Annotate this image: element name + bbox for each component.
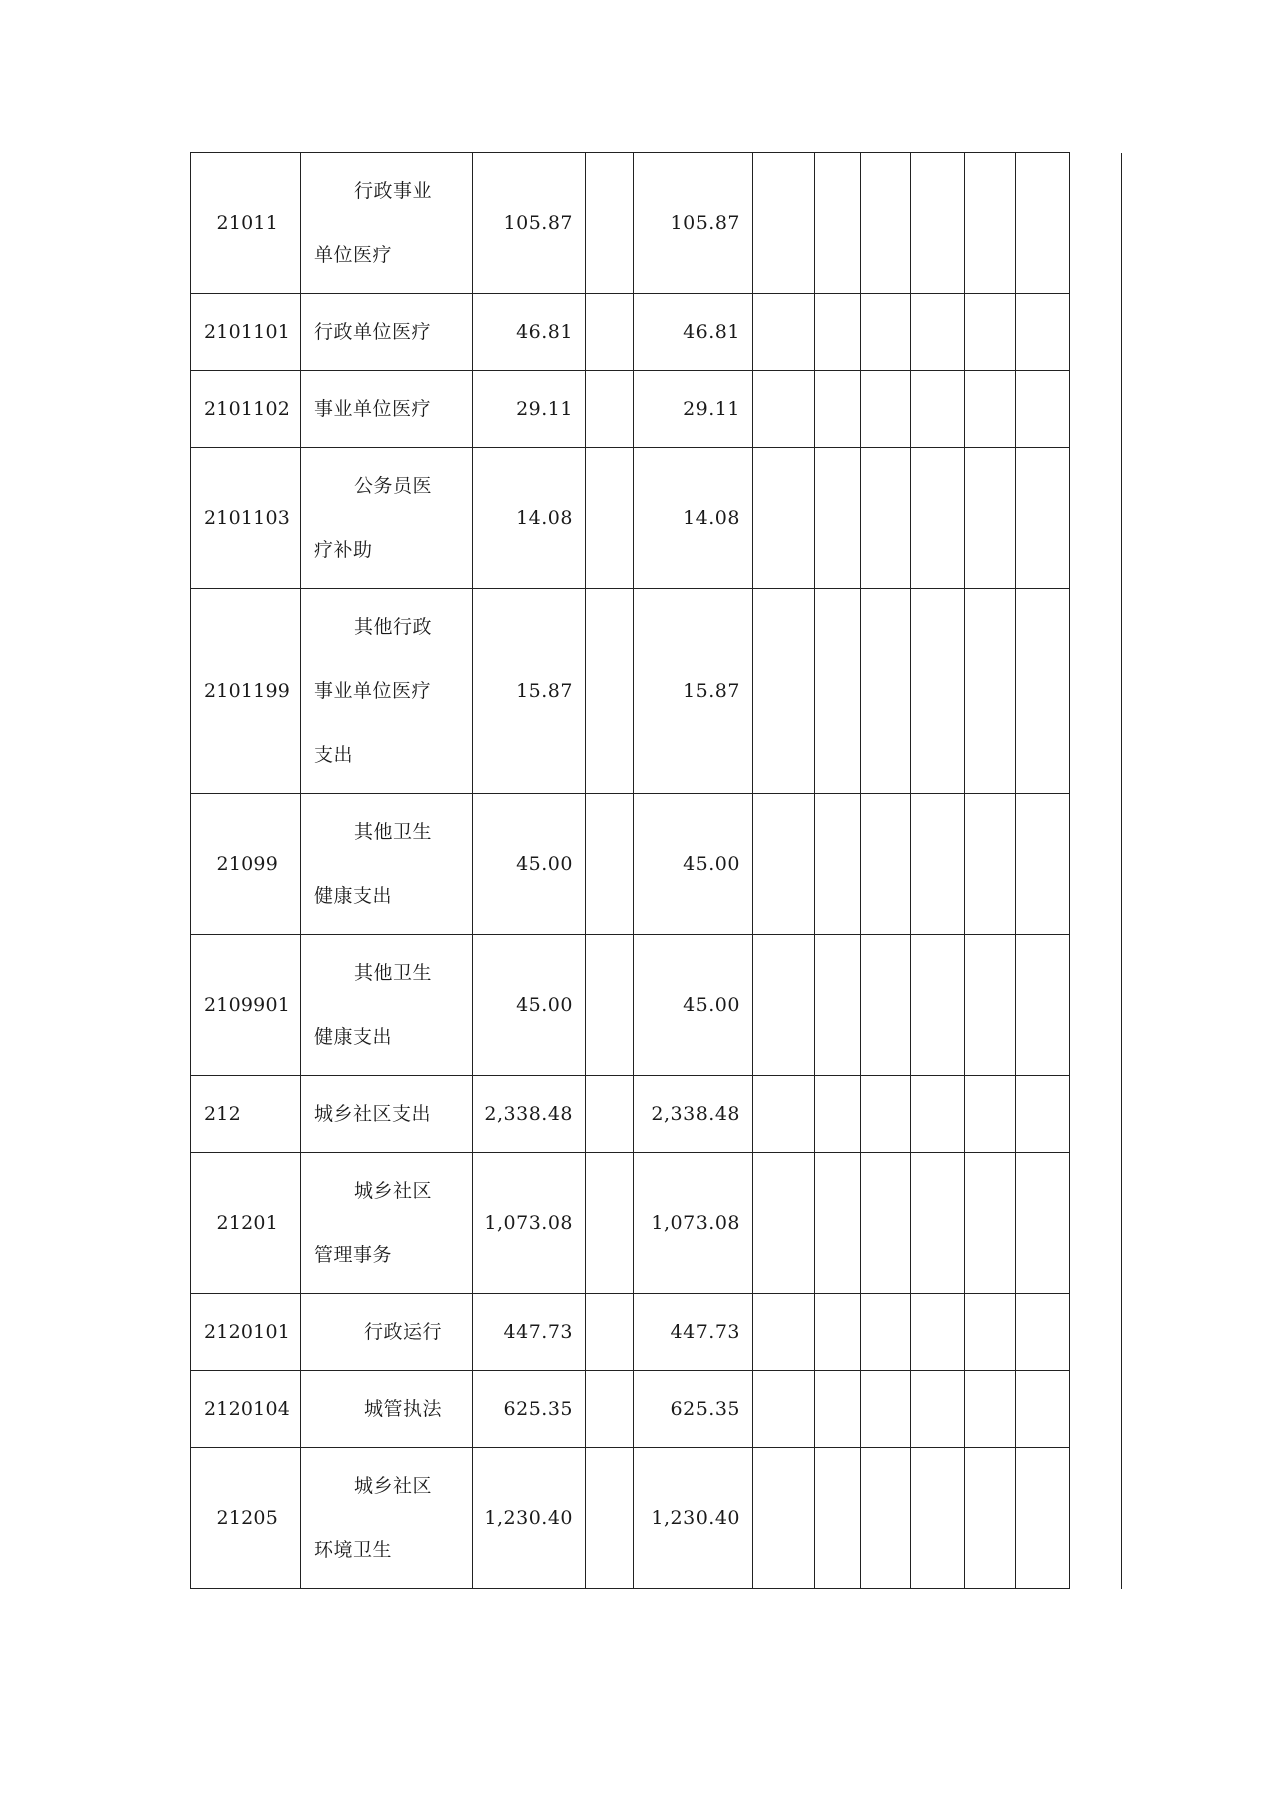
subject-code-cell: 212 xyxy=(191,1076,301,1153)
empty-cell xyxy=(753,935,815,1076)
subject-name-cell: 其他卫生健康支出 xyxy=(301,794,473,935)
empty-cell xyxy=(1016,1076,1070,1153)
empty-cell xyxy=(753,371,815,448)
basic-expense-cell: 45.00 xyxy=(634,935,753,1076)
table-row xyxy=(191,1371,1122,1448)
empty-cell xyxy=(861,294,911,371)
table-row xyxy=(191,448,1122,589)
table-row xyxy=(191,294,1122,371)
empty-cell xyxy=(911,448,965,589)
empty-cell xyxy=(1016,1448,1070,1589)
empty-cell xyxy=(965,153,1016,294)
empty-cell xyxy=(753,448,815,589)
empty-cell xyxy=(815,294,861,371)
subject-code-cell: 2101102 xyxy=(191,371,301,448)
empty-cell xyxy=(965,371,1016,448)
subject-name-cell: 行政运行 xyxy=(301,1294,473,1371)
empty-cell xyxy=(861,1153,911,1294)
empty-cell xyxy=(965,448,1016,589)
empty-cell xyxy=(861,794,911,935)
empty-cell xyxy=(586,589,634,794)
empty-cell xyxy=(753,1294,815,1371)
subject-name-cell: 行政事业单位医疗 xyxy=(301,153,473,294)
empty-cell xyxy=(753,589,815,794)
empty-cell xyxy=(911,371,965,448)
empty-cell xyxy=(815,1371,861,1448)
empty-cell xyxy=(1016,589,1070,794)
total-amount-cell: 1,230.40 xyxy=(473,1448,586,1589)
subject-code-cell: 2101101 xyxy=(191,294,301,371)
basic-expense-cell: 14.08 xyxy=(634,448,753,589)
empty-cell xyxy=(586,1448,634,1589)
basic-expense-cell: 625.35 xyxy=(634,1371,753,1448)
subject-code-cell: 21205 xyxy=(191,1448,301,1589)
empty-cell xyxy=(911,794,965,935)
table-body xyxy=(191,153,1122,1589)
empty-cell xyxy=(1070,1076,1122,1153)
empty-cell xyxy=(911,1448,965,1589)
empty-cell xyxy=(1070,371,1122,448)
empty-cell xyxy=(586,371,634,448)
empty-cell xyxy=(1070,935,1122,1076)
empty-cell xyxy=(1016,448,1070,589)
empty-cell xyxy=(1070,794,1122,935)
empty-cell xyxy=(586,1371,634,1448)
empty-cell xyxy=(815,153,861,294)
table-row xyxy=(191,1294,1122,1371)
empty-cell xyxy=(1016,371,1070,448)
empty-cell xyxy=(911,1294,965,1371)
empty-cell xyxy=(1070,1153,1122,1294)
subject-name-cell: 行政单位医疗 xyxy=(301,294,473,371)
basic-expense-cell: 105.87 xyxy=(634,153,753,294)
empty-cell xyxy=(586,448,634,589)
total-amount-cell: 45.00 xyxy=(473,935,586,1076)
table-row xyxy=(191,794,1122,935)
empty-cell xyxy=(1070,589,1122,794)
table-row xyxy=(191,1448,1122,1589)
empty-cell xyxy=(1016,1371,1070,1448)
subject-name-cell: 事业单位医疗 xyxy=(301,371,473,448)
empty-cell xyxy=(911,589,965,794)
empty-cell xyxy=(815,1076,861,1153)
subject-code-cell: 2101103 xyxy=(191,448,301,589)
empty-cell xyxy=(1070,448,1122,589)
total-amount-cell: 105.87 xyxy=(473,153,586,294)
empty-cell xyxy=(1070,1448,1122,1589)
empty-cell xyxy=(965,1153,1016,1294)
empty-cell xyxy=(965,589,1016,794)
subject-name-cell: 城乡社区支出 xyxy=(301,1076,473,1153)
empty-cell xyxy=(1016,1294,1070,1371)
empty-cell xyxy=(965,935,1016,1076)
empty-cell xyxy=(965,294,1016,371)
empty-cell xyxy=(586,794,634,935)
empty-cell xyxy=(586,1153,634,1294)
empty-cell xyxy=(911,1153,965,1294)
total-amount-cell: 15.87 xyxy=(473,589,586,794)
total-amount-cell: 29.11 xyxy=(473,371,586,448)
total-amount-cell: 447.73 xyxy=(473,1294,586,1371)
empty-cell xyxy=(753,1076,815,1153)
basic-expense-cell: 1,230.40 xyxy=(634,1448,753,1589)
empty-cell xyxy=(1070,1371,1122,1448)
empty-cell xyxy=(861,935,911,1076)
budget-table-page xyxy=(190,152,1122,1589)
subject-code-cell: 2109901 xyxy=(191,935,301,1076)
empty-cell xyxy=(586,1294,634,1371)
empty-cell xyxy=(753,1153,815,1294)
total-amount-cell: 1,073.08 xyxy=(473,1153,586,1294)
subject-name-cell: 城管执法 xyxy=(301,1371,473,1448)
empty-cell xyxy=(586,153,634,294)
empty-cell xyxy=(815,1448,861,1589)
empty-cell xyxy=(1016,294,1070,371)
empty-cell xyxy=(815,794,861,935)
empty-cell xyxy=(911,294,965,371)
total-amount-cell: 46.81 xyxy=(473,294,586,371)
basic-expense-cell: 2,338.48 xyxy=(634,1076,753,1153)
empty-cell xyxy=(861,1448,911,1589)
empty-cell xyxy=(815,589,861,794)
table-row xyxy=(191,1153,1122,1294)
subject-name-cell: 公务员医疗补助 xyxy=(301,448,473,589)
empty-cell xyxy=(965,794,1016,935)
empty-cell xyxy=(815,448,861,589)
empty-cell xyxy=(861,1371,911,1448)
empty-cell xyxy=(1070,1294,1122,1371)
subject-name-cell: 其他卫生健康支出 xyxy=(301,935,473,1076)
basic-expense-cell: 46.81 xyxy=(634,294,753,371)
empty-cell xyxy=(965,1076,1016,1153)
empty-cell xyxy=(1016,935,1070,1076)
empty-cell xyxy=(911,1371,965,1448)
empty-cell xyxy=(1016,1153,1070,1294)
empty-cell xyxy=(815,1153,861,1294)
table-row xyxy=(191,1076,1122,1153)
empty-cell xyxy=(861,1294,911,1371)
empty-cell xyxy=(815,935,861,1076)
empty-cell xyxy=(911,935,965,1076)
empty-cell xyxy=(861,1076,911,1153)
empty-cell xyxy=(1070,294,1122,371)
empty-cell xyxy=(815,371,861,448)
empty-cell xyxy=(965,1371,1016,1448)
empty-cell xyxy=(1016,794,1070,935)
table-row xyxy=(191,935,1122,1076)
empty-cell xyxy=(753,294,815,371)
empty-cell xyxy=(861,153,911,294)
empty-cell xyxy=(753,794,815,935)
empty-cell xyxy=(861,371,911,448)
total-amount-cell: 14.08 xyxy=(473,448,586,589)
table-row xyxy=(191,589,1122,794)
empty-cell xyxy=(586,1076,634,1153)
table-row xyxy=(191,153,1122,294)
total-amount-cell: 625.35 xyxy=(473,1371,586,1448)
subject-name-cell: 城乡社区管理事务 xyxy=(301,1153,473,1294)
empty-cell xyxy=(861,589,911,794)
basic-expense-cell: 29.11 xyxy=(634,371,753,448)
subject-code-cell: 2120104 xyxy=(191,1371,301,1448)
empty-cell xyxy=(1016,153,1070,294)
basic-expense-cell: 1,073.08 xyxy=(634,1153,753,1294)
subject-code-cell: 21099 xyxy=(191,794,301,935)
total-amount-cell: 45.00 xyxy=(473,794,586,935)
subject-code-cell: 21201 xyxy=(191,1153,301,1294)
empty-cell xyxy=(753,1371,815,1448)
subject-code-cell: 21011 xyxy=(191,153,301,294)
basic-expense-cell: 45.00 xyxy=(634,794,753,935)
basic-expense-cell: 15.87 xyxy=(634,589,753,794)
empty-cell xyxy=(815,1294,861,1371)
empty-cell xyxy=(861,448,911,589)
empty-cell xyxy=(753,1448,815,1589)
basic-expense-cell: 447.73 xyxy=(634,1294,753,1371)
empty-cell xyxy=(586,935,634,1076)
empty-cell xyxy=(965,1294,1016,1371)
empty-cell xyxy=(586,294,634,371)
subject-name-cell: 城乡社区环境卫生 xyxy=(301,1448,473,1589)
empty-cell xyxy=(965,1448,1016,1589)
subject-code-cell: 2101199 xyxy=(191,589,301,794)
empty-cell xyxy=(1070,153,1122,294)
empty-cell xyxy=(753,153,815,294)
budget-table xyxy=(190,152,1122,1589)
empty-cell xyxy=(911,153,965,294)
subject-code-cell: 2120101 xyxy=(191,1294,301,1371)
total-amount-cell: 2,338.48 xyxy=(473,1076,586,1153)
empty-cell xyxy=(911,1076,965,1153)
table-row xyxy=(191,371,1122,448)
subject-name-cell: 其他行政事业单位医疗支出 xyxy=(301,589,473,794)
